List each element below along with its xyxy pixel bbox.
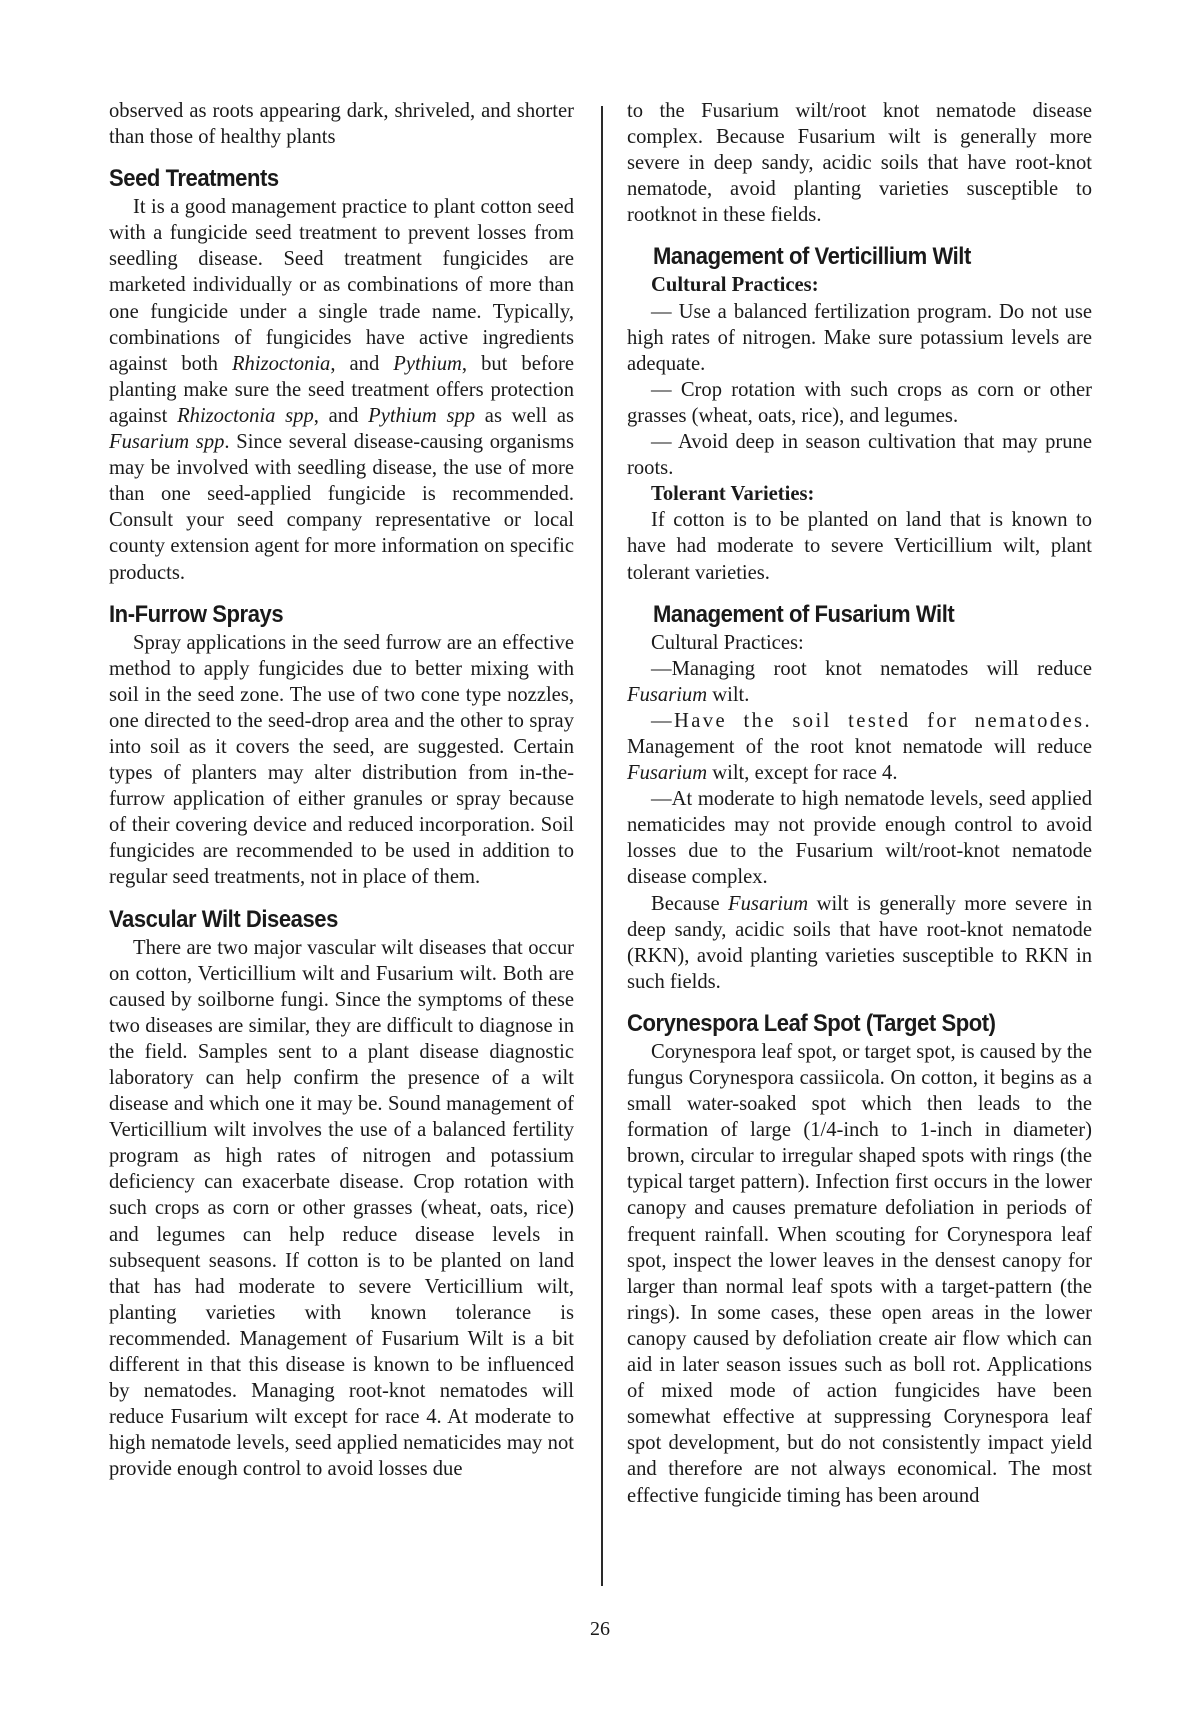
heading-seed-treatments: Seed Treatments <box>109 165 279 193</box>
in-furrow-paragraph: Spray applications in the seed furrow are an effective method to apply fungicides due to better mixing with soil in the seed zone. The use of two cone type nozzles, one directed to the seed-drop area and the other to spray into soil as it covers the seed, are suggested. Certain types of planters may alter distribution from in-the-furrow application of either granules or spray because of their covering device and reduced incorporation. Soil fungicides are recommended to be used in addition to regular seed treatments, not in place of them. <box>109 631 574 889</box>
vascular-wilt-paragraph: There are two major vascular wilt diseases that occur on cotton, Verticillium wilt and Fusarium wilt. Both are caused by soilborne fungi. Since the symptoms of these two diseases are similar, they are difficult to diagnose in the field. Samples sent to a plant disease diagnostic laboratory can help confirm the presence of a wilt disease and which one it may be. Sound management of Verticillium wilt involves the use of a balanced fertility program as high rates of nitrogen and potassium deficiency can exacerbate disease. Crop rotation with such crops as corn or other grasses (wheat, oats, rice) and legumes can help reduce disease levels in subsequent seasons. If cotton is to be planted on land that has had moderate to severe Verticillium wilt, planting varieties with known tolerance is recommended. Management of Fusarium Wilt is a bit different in that this disease is known to be influenced by nematodes. Managing root-knot nematodes will reduce Fusarium wilt except for race 4. At moderate to high nematode levels, seed applied nematicides may not provide enough control to avoid losses due <box>109 936 574 1481</box>
fusarium-item-1: —Managing root knot nematodes will reduce Fusarium wilt. <box>627 657 1092 706</box>
verticillium-tolerant-text: If cotton is to be planted on land that is known to have had moderate to severe Verticillium wilt, plant tolerant varieties. <box>627 509 1092 584</box>
verticillium-cultural-label: Cultural Practices: <box>651 274 819 297</box>
left-column <box>109 98 574 1483</box>
verticillium-item-3: — Avoid deep in season cultivation that may prune roots. <box>627 431 1092 480</box>
corynespora-paragraph: Corynespora leaf spot, or target spot, is caused by the fungus Corynespora cassiicola. On cotton, it begins as a small water-soaked spot which then leads to the formation of large (1/4-inch to 1-inch in diameter) brown, circular to irregular shaped spots with rings (the typical target pattern). Infection first occurs in the lower canopy and causes premature defoliation in periods of frequent rainfall. When scouting for Corynespora leaf spot, inspect the lower leaves in the densest canopy for larger than normal leaf spots with a target-pattern (the rings). In some cases, these open areas in the lower canopy caused by defoliation create air flow which can aid in later season issues such as boll rot. Applications of mixed mode of action fungicides have been somewhat effective at suppressing Corynespora leaf spot development, but do not consistently impact yield and therefore are not always economical. The most effective fungicide timing has been around <box>627 1040 1092 1507</box>
fusarium-item-3: —At moderate to high nematode levels, seed applied nematicides may not provide enough control to avoid losses due to the Fusarium wilt/root-knot nematode disease complex. <box>627 788 1092 889</box>
heading-verticillium-management: Management of Verticillium Wilt <box>653 243 971 271</box>
page-number: 26 <box>590 1618 610 1640</box>
heading-corynespora: Corynespora Leaf Spot (Target Spot) <box>627 1009 996 1037</box>
verticillium-tolerant-label: Tolerant Varieties: <box>651 483 815 506</box>
verticillium-item-2: — Crop rotation with such crops as corn or other grasses (wheat, oats, rice), and legumes. <box>627 378 1092 427</box>
seed-treatments-paragraph: It is a good management practice to plant cotton seed with a fungicide seed treatment to prevent losses from seedling disease. Seed treatment fungicides are marketed individually or as combinations of more than one fungicide under a single trade name. Typically, combinations of fungicides have active ingredients against both Rhizoctonia, and Pythium, but before planting make sure the seed treatment offers protection against Rhizoctonia spp, and Pythium spp as well as Fusarium spp. Since several disease-causing organisms may be involved with seedling disease, the use of more than one seed-applied fungicide is recommended. Consult your seed company representative or local county extension agent for more information on specific products. <box>109 196 575 584</box>
fusarium-item-4: Because Fusarium wilt is generally more severe in deep sandy, acidic soils that have root-knot nematode (RKN), avoid planting varieties susceptible to RKN in such fields. <box>627 892 1093 993</box>
heading-fusarium-management: Management of Fusarium Wilt <box>653 600 955 628</box>
continued-paragraph: to the Fusarium wilt/root knot nematode disease complex. Because Fusarium wilt is generally more severe in deep sandy, acidic soils that have root-knot nematode, avoid planting varieties susceptible to rootknot in these fields. <box>627 100 1092 227</box>
right-column <box>627 98 1092 1509</box>
fusarium-cultural-label: Cultural Practices: <box>651 631 804 654</box>
fusarium-item-2: —Have the soil tested for nematodes. Management of the root knot nematode will reduce Fusarium wilt, except for race 4. <box>627 709 1092 785</box>
verticillium-item-1: — Use a balanced fertilization program. Do not use high rates of nitrogen. Make sure potassium levels are adequate. <box>627 300 1092 375</box>
heading-in-furrow-sprays: In-Furrow Sprays <box>109 600 284 628</box>
column-divider <box>601 106 603 1586</box>
intro-paragraph: observed as roots appearing dark, shriveled, and shorter than those of healthy plants <box>109 100 574 149</box>
heading-vascular-wilt: Vascular Wilt Diseases <box>109 905 338 933</box>
